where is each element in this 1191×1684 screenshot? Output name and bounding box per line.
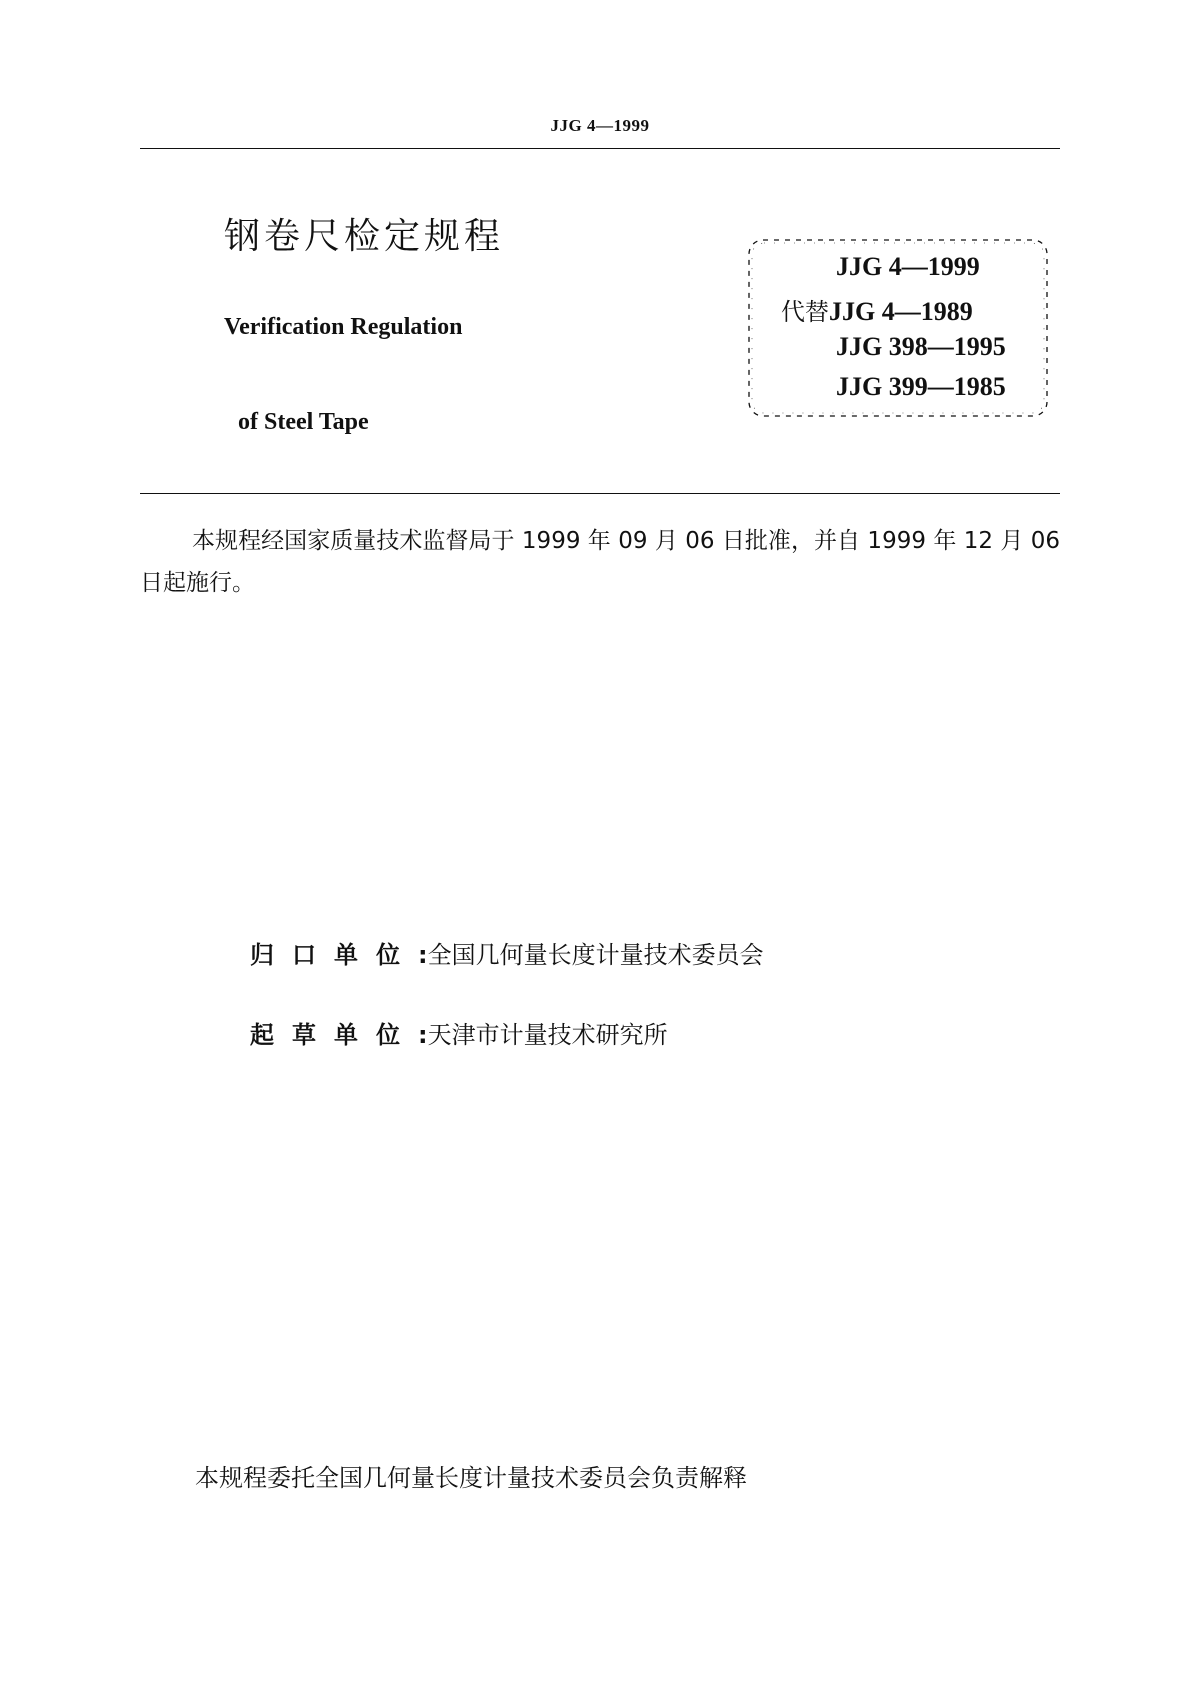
approval-statement <box>140 520 1060 604</box>
responsible-unit-value: 全国几何量长度计量技术委员会 <box>427 941 764 969</box>
standard-code-box <box>746 236 1050 420</box>
responsible-unit-label: 归口单位 <box>250 941 418 969</box>
document-title-english-line2: of Steel Tape <box>238 409 369 435</box>
replaces-code-3: JJG 399—1985 <box>836 372 1006 401</box>
running-header: JJG 4—1999 <box>550 116 650 135</box>
title-section-rule <box>140 493 1060 494</box>
header-rule <box>140 148 1060 149</box>
responsible-unit-row <box>250 935 764 970</box>
replaces-code-1-text: JJG 4—1989 <box>829 297 973 326</box>
responsible-unit-colon: : <box>418 941 428 969</box>
document-title-chinese: 钢卷尺检定规程 <box>224 216 505 257</box>
document-title-english-line1: Verification Regulation <box>224 314 463 340</box>
replaces-code-2: JJG 398—1995 <box>836 332 1006 361</box>
interpretation-note: 本规程委托全国几何量长度计量技术委员会负责解释 <box>195 1464 747 1492</box>
replaces-code-1 <box>781 292 973 327</box>
drafting-unit-colon: : <box>418 1021 428 1049</box>
replaces-label: 代替 <box>781 298 829 326</box>
drafting-unit-row <box>250 1015 668 1050</box>
current-code: JJG 4—1999 <box>836 252 980 281</box>
drafting-unit-value: 天津市计量技术研究所 <box>427 1021 668 1049</box>
drafting-unit-label: 起草单位 <box>250 1021 418 1049</box>
approval-text: 本规程经国家质量技术监督局于 1999 年 09 月 06 日批准，并自 1999 年 12 月 06 日起施行。 <box>140 528 1060 596</box>
